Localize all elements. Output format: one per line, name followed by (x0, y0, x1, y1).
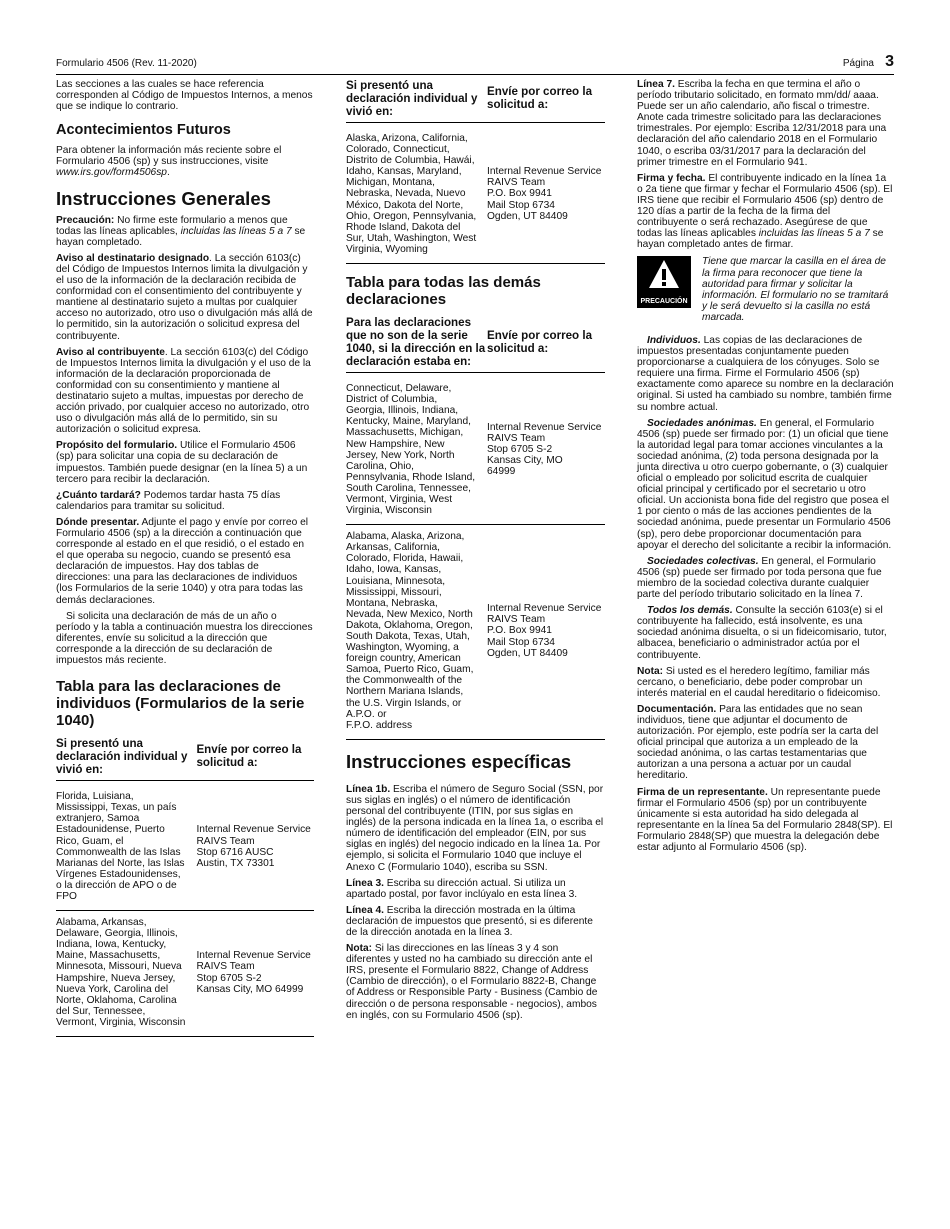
all-others-paragraph: Todos los demás. Consulte la sección 6103(e) si el contribuyente ha fallecido, está insolvente, es una sociedad anónima disuelta, o si un fideicomisario, tutor, albacea, beneficiario o administrador actúa por el contribuyente. (637, 605, 887, 661)
table-header (346, 79, 605, 123)
table-cell-address: Internal Revenue Service RAIVS Team Stop 6705 S-2 Kansas City, MO 64999 (196, 950, 311, 995)
partnerships-paragraph: Sociedades colectivas. En general, el Formulario 4506 (sp) puede ser firmado por toda persona que fue miembro de la sociedad colectiva durante cualquier parte del período tributario solicitado en la línea 7. (637, 555, 882, 601)
other-returns-table-title: Tabla para todas las demás declaraciones (346, 274, 541, 309)
future-developments-title: Acontecimientos Futuros (56, 122, 231, 139)
caution-box (637, 256, 894, 323)
column-1 (56, 79, 314, 1037)
representative-signature-paragraph: Firma de un representante. Un representante puede firmar el Formulario 4506 (sp) por un contribuyente únicamente si esta autoridad ha sido delegada al representante en la línea 5a del Formulario 2848(SP). El Formulario 2848(SP) que muestra la delegación debe estar adjunto al Formulario 4506 (sp). (637, 786, 893, 853)
line-4-paragraph: Línea 4. Escriba la dirección mostrada en la última declaración de impuestos que presentó, si es diferente de la dirección anotada en la línea 3. (346, 904, 593, 938)
signature-date-paragraph: Firma y fecha. El contribuyente indicado en la línea 1a o 2a tiene que firmar y fechar el Formulario 4506 (sp). El IRS tiene que recibir el Formulario 4506 (sp) dentro de 120 días a partir de la fecha de la firma del contribuyente o será rechazado. Asegúrese de que todas las líneas aplicables incluidas las líneas 5 a 7 se hayan completado antes de firmar. (637, 172, 893, 251)
table-header-states: Si presentó una declaración individual y vivió en: (56, 737, 188, 777)
note-paragraph: Nota: Si las direcciones en las líneas 3 y 4 son diferentes y usted no ha cambiado su dirección ante el IRS, presente el Formulario 8822, Change of Address (Cambio de dirección), o el Formulario 8822-B, Change of Address or Responsible Party - Business (Cambio de dirección o de persona responsable - negocios), ambos en inglés, con su Formulario 4506 (sp). (346, 943, 598, 1021)
table-header-states: Si presentó una declaración individual y vivió en: (346, 79, 478, 118)
how-long-paragraph: ¿Cuánto tardará? Podemos tardar hasta 75 días calendarios para tramitar su solicitud. (56, 489, 281, 512)
table-header-mail-to: Envíe por correo la solicitud a: (196, 743, 302, 770)
warning-triangle-icon (647, 258, 681, 290)
table-header-mail-to: Envíe por correo la solicitud a: (487, 329, 593, 356)
table-cell-states: Alabama, Arkansas, Delaware, Georgia, Illinois, Indiana, Iowa, Kentucky, Maine, Massachusetts, Minnesota, Missouri, Nueva Hampshire, Nueva Jersey, Nueva York, Carolina del Norte, Oklahoma, Carolina del Sur, Tennessee, Vermont, Virginia, Wisconsin (56, 917, 186, 1028)
intro-paragraph: Las secciones a las cuales se hace referencia corresponden al Código de Impuestos Internos, a menos que se indique lo contrario. (56, 79, 313, 113)
form-id: Formulario 4506 (Rev. 11-2020) (56, 58, 197, 69)
taxpayer-notice: Aviso al contribuyente. La sección 6103(c) del Código de Impuestos Internos limita la divulgación y el uso de la información de la declaración proporcionada de conformidad con su consentimiento y mantiene al destinatario sujeto a multas, impuestas por derecho de acción privado, por cualquier acceso no autorizado, otro uso o divulgación más allá de lo permitido, sin su autorización o solicitud expresa. (56, 346, 311, 436)
specific-instructions-title: Instrucciones específicas (346, 750, 572, 772)
corporations-paragraph: Sociedades anónimas. En general, el Formulario 4506 (sp) puede ser firmado por: (1) un oficial que tiene la autoridad legal para tomar acciones vinculantes a la sociedad anónima, (2) toda persona designada por la junta directiva u otro cuerpo gobernante, o (3) cualquier oficial o empleado por solicitud escrita de cualquier oficial principal y certificado por el secretario u otro oficial. Un accionista bona fide del registro que posea el 1 por ciento o más de las acciones pendientes de la sociedad anónima, puede presentar un Formulario 4506 (sp), pero debe proporcionar documentación para apoyar el derecho del solicitante a recibir la información. (637, 417, 892, 551)
line-1b-paragraph: Línea 1b. Escriba el número de Seguro Social (SSN, por sus siglas en inglés) o el número de identificación personal del contribuyente (ITIN, por sus siglas en inglés) de la persona indicada en la línea 1a, o escriba el número de identificación del empleador (EIN, por sus siglas en inglés) del negocio indicado en la línea 1a. Por ejemplo, si solicita el Formulario 1040 que incluye el Anexo C (Formulario 1040), escriba su SSN. (346, 783, 604, 873)
caution-icon (637, 256, 691, 308)
irs-form-link[interactable]: www.irs.gov/form4506sp (56, 167, 167, 179)
table-header (56, 737, 314, 781)
purpose-paragraph: Propósito del formulario. Utilice el Formulario 4506 (sp) para solicitar una copia de su declaración de impuestos. También puede designar (en la línea 5) a un tercero para recibir la declaración. (56, 440, 308, 485)
precaution-paragraph: Precaución: No firme este formulario a menos que todas las líneas aplicables, incluidas las líneas 5 a 7 se hayan completado. (56, 214, 306, 248)
table-cell-address: Internal Revenue Service RAIVS Team P.O. Box 9941 Mail Stop 6734 Ogden, UT 84409 (487, 603, 602, 659)
column-2 (346, 79, 605, 1026)
documentation-paragraph: Documentación. Para las entidades que no sean individuos, tiene que adjuntar el documento de autorización. Por ejemplo, este podría ser la carta del oficial principal que autoriza a un empleado de la sociedad anónima, o las cartas testamentarias que autorizan a una persona a actuar por un caudal hereditario. (637, 703, 879, 782)
general-instructions-title: Instrucciones Generales (56, 187, 271, 209)
table-row (346, 525, 605, 740)
individual-address-table (56, 737, 314, 1037)
table-header-mail-to: Envíe por correo la solicitud a: (487, 85, 593, 111)
caution-icon-label: PRECAUCIÓN (640, 298, 688, 306)
multi-year-paragraph: Si solicita una declaración de más de un año o período y la tabla a continuación muestra los direcciones diferentes, envíe su solicitud a la dirección que corresponde a la dirección de su declaración de impuestos más reciente. (56, 610, 313, 667)
table-header-states: Para las declaraciones que no son de la serie 1040, si la dirección en la declaración estaba en: (346, 316, 486, 369)
table-cell-states: Florida, Luisiana, Mississippi, Texas, un país extranjero, Samoa Estadounidense, Puerto Rico, Guam, el Commonwealth de las Islas Marianas del Norte, las Islas Vírgenes Estadounidenses, o la dirección de APO o de FPO (56, 791, 185, 902)
table-cell-address: Internal Revenue Service RAIVS Team Stop 6716 AUSC Austin, TX 73301 (196, 824, 311, 869)
line-7-paragraph: Línea 7. Escriba la fecha en que termina el año o período tributario solicitado, en formato mm/dd/ aaaa. Puede ser un año calendario, año fiscal o trimestre. Anote cada trimestre solicitado para las declaraciones trimestrales. Por ejemplo: Escriba 12/31/2018 para una declaración del año calendario 2018 en el Formulario 1040, o escriba 03/31/2017 para la declaración del primer trimestre en el Formulario 941. (637, 79, 887, 168)
table-row (346, 377, 605, 525)
individuals-paragraph: Individuos. Las copias de las declaraciones de impuestos presentadas conjuntamente pueden proporcionarse a cualquiera de los cónyuges. Solo se requiere una firma. Firme el Formulario 4506 (sp) exactamente como aparece su nombre en la declaración original. Si usted ha cambiado su nombre, también firme su nombre actual. (637, 334, 894, 413)
designee-notice: Aviso al destinatario designado. La sección 6103(c) del Código de Impuestos Internos limita la divulgación y el uso de la información de la declaración recibida de conformidad con el consentimiento del contribuyente y mantiene al destinatario sujeto a multas por cualquier acceso no autorizado, otro uso o divulgación más allá de lo permitido, sin la autorización o solicitud expresa del contribuyente. (56, 252, 313, 342)
individual-address-table-continued (346, 79, 605, 264)
table-cell-states: Alabama, Alaska, Arizona, Arkansas, California, Colorado, Florida, Hawaii, Idaho, Iowa, Kansas, Louisiana, Minnesota, Mississippi, Missouri, Montana, Nebraska, Nevada, New Mexico, North Dakota, Oklahoma, Oregon, South Dakota, Texas, Utah, Washington, Wyoming, a foreign country, American Samoa, Puerto Rico, Guam, the Commonwealth of the Northern Mariana Islands, the U.S. Virgin Islands, or A.P.O. or F.P.O. address (346, 531, 474, 731)
table-cell-address: Internal Revenue Service RAIVS Team Stop 6705 S-2 Kansas City, MO 64999 (487, 421, 602, 478)
table-row (56, 911, 314, 1037)
table-cell-states: Connecticut, Delaware, District of Columbia, Georgia, Illinois, Indiana, Kentucky, Maine, Maryland, Massachusetts, Michigan, New Hampshire, New Jersey, New York, North Carolina, Ohio, Pennsylvania, Rhode Island, South Carolina, Tennessee, Vermont, Virginia, West Virginia, Wisconsin (346, 383, 476, 517)
individual-table-title: Tabla para las declaraciones de individuos (Formularios de la serie 1040) (56, 678, 305, 730)
page-header (56, 53, 894, 75)
future-developments-text: Para obtener la información más reciente sobre el Formulario 4506 (sp) y sus instrucciones, visite www.irs.gov/form4506sp. (56, 145, 282, 179)
table-cell-states: Alaska, Arizona, California, Colorado, Connecticut, Distrito de Columbia, Hawái, Idaho, Kansas, Maryland, Michigan, Montana, Nebraska, Nevada, Nuevo México, Dakota del Norte, Ohio, Oregon, Pennsylvania, Rhode Island, Dakota del Sur, Utah, Washington, West Virginia, Wyoming (346, 133, 477, 255)
page-number: 3 (885, 53, 894, 70)
table-header (346, 316, 605, 373)
where-to-file-paragraph: Dónde presentar. Adjunte el pago y envíe por correo el Formulario 4506 (sp) a la dirección a continuación que corresponde al estado en el que residió, o el estado en el que operaba su negocio, cuando se presentó esa declaración de impuestos. Hay dos tablas de direcciones: una para las declaraciones de individuos (los Formularios de la serie 1040) y otra para todas las demás declaraciones. (56, 516, 309, 606)
column-3 (637, 79, 894, 858)
heir-note-paragraph: Nota: Si usted es el heredero legítimo, familiar más cercano, o beneficiario, debe poder comprobar un interés material en el caudal hereditario o fideicomiso. (637, 665, 881, 699)
line-3-paragraph: Línea 3. Escriba su dirección actual. Si utiliza un apartado postal, por favor inclúyalo en esta línea 3. (346, 877, 578, 900)
page-label: Página (842, 58, 874, 69)
caution-text: Tiene que marcar la casilla en el área de la firma para reconocer que tiene la autoridad para firmar y solicitar la información. El formulario no se tramitará y le será devuelto si la casilla no está marcada. (702, 256, 889, 323)
other-returns-address-table (346, 316, 605, 740)
table-cell-address: Internal Revenue Service RAIVS Team P.O. Box 9941 Mail Stop 6734 Ogden, UT 84409 (487, 166, 602, 222)
table-row (56, 785, 314, 911)
table-row (346, 127, 605, 264)
